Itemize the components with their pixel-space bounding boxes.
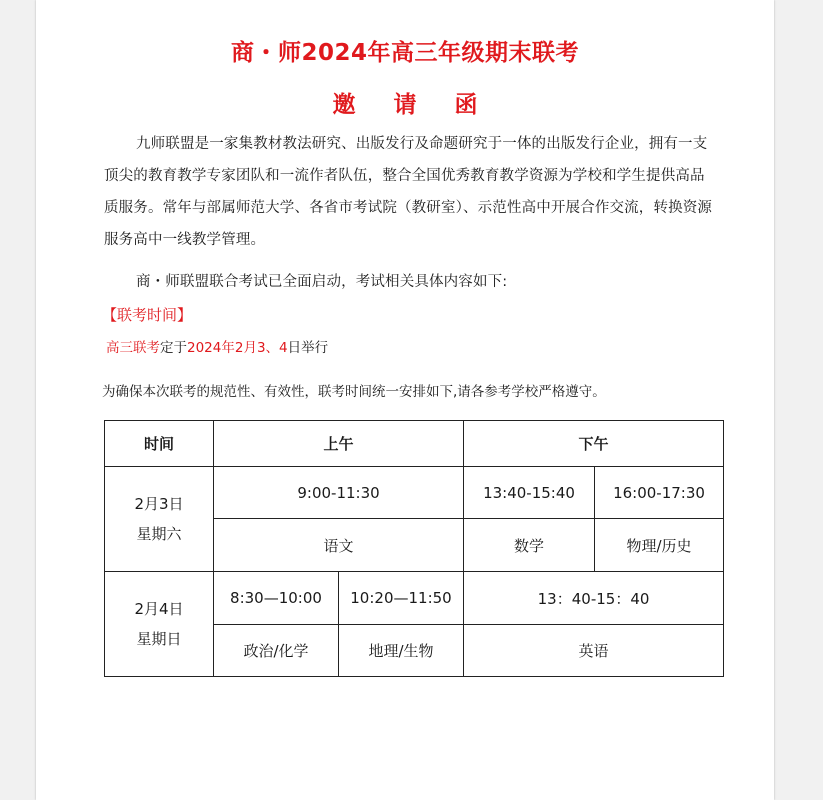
document-subtitle: 邀请函 — [332, 92, 516, 118]
day2-pm-subject: 英语 — [464, 625, 724, 677]
exam-date: 2024年2月3、4 — [187, 340, 288, 356]
day1-am-subject: 语文 — [214, 519, 464, 572]
table-row — [105, 572, 724, 625]
day2-am-time-1: 8:30—10:00 — [214, 572, 339, 625]
day1-pm-subject-2: 物理/历史 — [595, 519, 724, 572]
day2-cell — [105, 572, 214, 677]
schedule-table — [104, 420, 724, 677]
day2-am-subject-2: 地理/生物 — [339, 625, 464, 677]
day2-am-subject-1: 政治/化学 — [214, 625, 339, 677]
day2-pm-time: 13：40-15：40 — [464, 572, 724, 625]
day1-pm-time-2: 16:00-17:30 — [595, 467, 724, 519]
exam-date-line — [106, 336, 328, 356]
day1-weekday: 星期六 — [136, 525, 182, 543]
exam-date-suffix: 日举行 — [287, 340, 329, 356]
exam-name: 高三联考 — [106, 340, 160, 356]
document-title: 商・师2024年高三年级期末联考 — [230, 40, 579, 66]
day2-am-time-2: 10:20—11:50 — [339, 572, 464, 625]
intro-paragraph-2: 商・师联盟联合考试已全面启动，考试相关具体内容如下: — [136, 274, 508, 290]
day1-pm-time-1: 13:40-15:40 — [464, 467, 595, 519]
day1-pm-subject-1: 数学 — [464, 519, 595, 572]
header-afternoon: 下午 — [464, 421, 724, 467]
document-page — [36, 0, 774, 800]
table-header-row — [105, 421, 724, 467]
day1-date: 2月3日 — [134, 495, 184, 513]
day2-date: 2月4日 — [134, 600, 184, 618]
header-time: 时间 — [105, 421, 214, 467]
header-morning: 上午 — [214, 421, 464, 467]
table-row — [105, 467, 724, 519]
intro-paragraph: 九师联盟是一家集教材教法研究、出版发行及命题研究于一体的出版发行企业，拥有一支顶尖的教育教学专家团队和一流作者队伍，整合全国优秀教育教学资源为学校和学生提供高品质服务。常年与部属师范大学、各省市考试院（教研室）、示范性高中开展合作交流，转换资源服务高中一线教学管理。 — [104, 136, 713, 248]
exam-date-prefix: 定于 — [160, 340, 187, 356]
notice-line: 为确保本次联考的规范性、有效性，联考时间统一安排如下,请各参考学校严格遵守。 — [102, 384, 606, 400]
section-title: 【联考时间】 — [102, 306, 193, 324]
day1-cell — [105, 467, 214, 572]
day1-am-time: 9:00-11:30 — [214, 467, 464, 519]
day2-weekday: 星期日 — [136, 630, 182, 648]
